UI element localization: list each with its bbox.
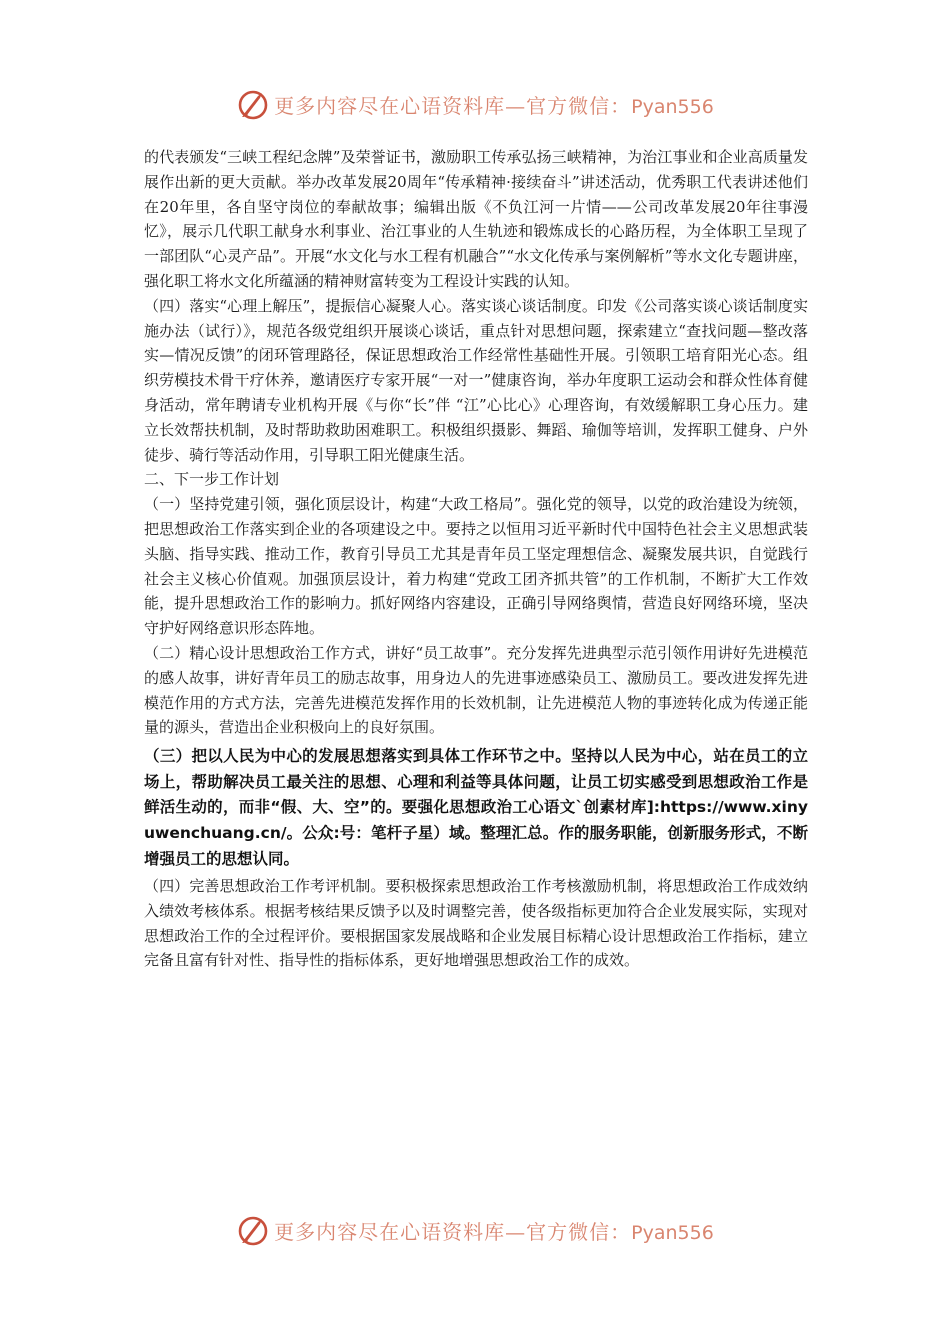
banner-wechat-id: Pyan556 xyxy=(631,1221,714,1244)
paragraph: 的代表颁发“三峡工程纪念牌”及荣誉证书，激励职工传承弘扬三峡精神，为治江事业和企业高质量发展作出新的更大贡献。举办改革发展20周年“传承精神·接续奋斗”讲述活动，优秀职工代表讲述他们在20年里，各自坚守岗位的奉献故事；编辑出版《不负江河一片情——公司改革发展20年往事漫忆》，展示几代职工献身水利事业、治江事业的人生轨迹和锻炼成长的心路历程，为全体职工呈现了一部团队“心灵产品”。开展“水文化与水工程有机融合”“水文化传承与案例解析”等水文化专题讲座，强化职工将水文化所蕴涵的精神财富转变为工程设计实践的认知。 xyxy=(144,148,808,290)
paragraph: （一）坚持党建引领，强化顶层设计，构建“大政工格局”。强化党的领导，以党的政治建设为统领，把思想政治工作落实到企业的各项建设之中。要持之以恒用习近平新时代中国特色社会主义思想武装头脑、指导实践、推动工作，教育引导员工尤其是青年员工坚定理想信念、凝聚发展共识，自觉践行社会主义核心价值观。加强顶层设计，着力构建“党政工团齐抓共管”的工作机制，不断扩大工作效能，提升思想政治工作的影响力。抓好网络内容建设，正确引导网络舆情，营造良好网络环境，坚决守护好网络意识形态阵地。 xyxy=(144,495,808,638)
brush-logo-icon xyxy=(236,1213,270,1247)
banner-text: 更多内容尽在心语资料库—官方微信：Pyan556 xyxy=(274,93,714,118)
banner-wechat-id: Pyan556 xyxy=(631,95,714,118)
document-body xyxy=(144,145,808,973)
paragraph-bold: （三）把以人民为中心的发展思想落实到具体工作环节之中。坚持以人民为中心，站在员工的立场上，帮助解决员工最关注的思想、心理和利益等具体问题，让员工切实感受到思想政治工作是鲜活生动的，而非“假、大、空”的。要强化思想政治工心语文`创素材库]:https://www.xinyuwenchuang.cn/。公众:号：笔杆子星）域。整理汇总。作的服务职能，创新服务形式，不断增强员工的思想认同。 xyxy=(144,747,808,868)
brush-logo-icon xyxy=(236,87,270,121)
paragraph: （四）落实“心理上解压”，提振信心凝聚人心。落实谈心谈话制度。印发《公司落实谈心谈话制度实施办法（试行）》，规范各级党组织开展谈心谈话，重点针对思想问题，探索建立“查找问题—整改落实—情况反馈”的闭环管理路径，保证思想政治工作经常性基础性开展。引领职工培育阳光心态。组织劳模技术骨干疗休养，邀请医疗专家开展“一对一”健康咨询，举办年度职工运动会和群众性体育健身活动，常年聘请专业机构开展《与你“长”伴 “江”心比心》心理咨询，有效缓解职工身心压力。建立长效帮扶机制，及时帮助救助困难职工。积极组织摄影、舞蹈、瑜伽等培训，发挥职工健身、户外徒步、骑行等活动作用，引导职工阳光健康生活。 xyxy=(144,296,808,464)
header-banner xyxy=(0,84,950,124)
paragraph: （四）完善思想政治工作考评机制。要积极探索思想政治工作考核激励机制，将思想政治工作成效纳入绩效考核体系。根据考核结果反馈予以及时调整完善，使各级指标更加符合企业发展实际，实现对思想政治工作的全过程评价。要根据国家发展战略和企业发展目标精心设计思想政治工作指标，建立完备且富有针对性、指导性的指标体系，更好地增强思想政治工作的成效。 xyxy=(144,877,808,970)
banner-text: 更多内容尽在心语资料库—官方微信：Pyan556 xyxy=(274,1219,714,1244)
paragraph: （二）精心设计思想政治工作方式，讲好“员工故事”。充分发挥先进典型示范引领作用讲好先进模范的感人故事，讲好青年员工的励志故事，用身边人的先进事迹感染员工、激励员工。要改进发挥先进模范作用的方式方法，完善先进模范发挥作用的长效机制，让先进模范人物的事迹转化成为传递正能量的源头，营造出企业积极向上的良好氛围。 xyxy=(144,643,808,737)
footer-banner xyxy=(0,1210,950,1250)
section-heading: 二、下一步工作计划 xyxy=(144,470,280,489)
